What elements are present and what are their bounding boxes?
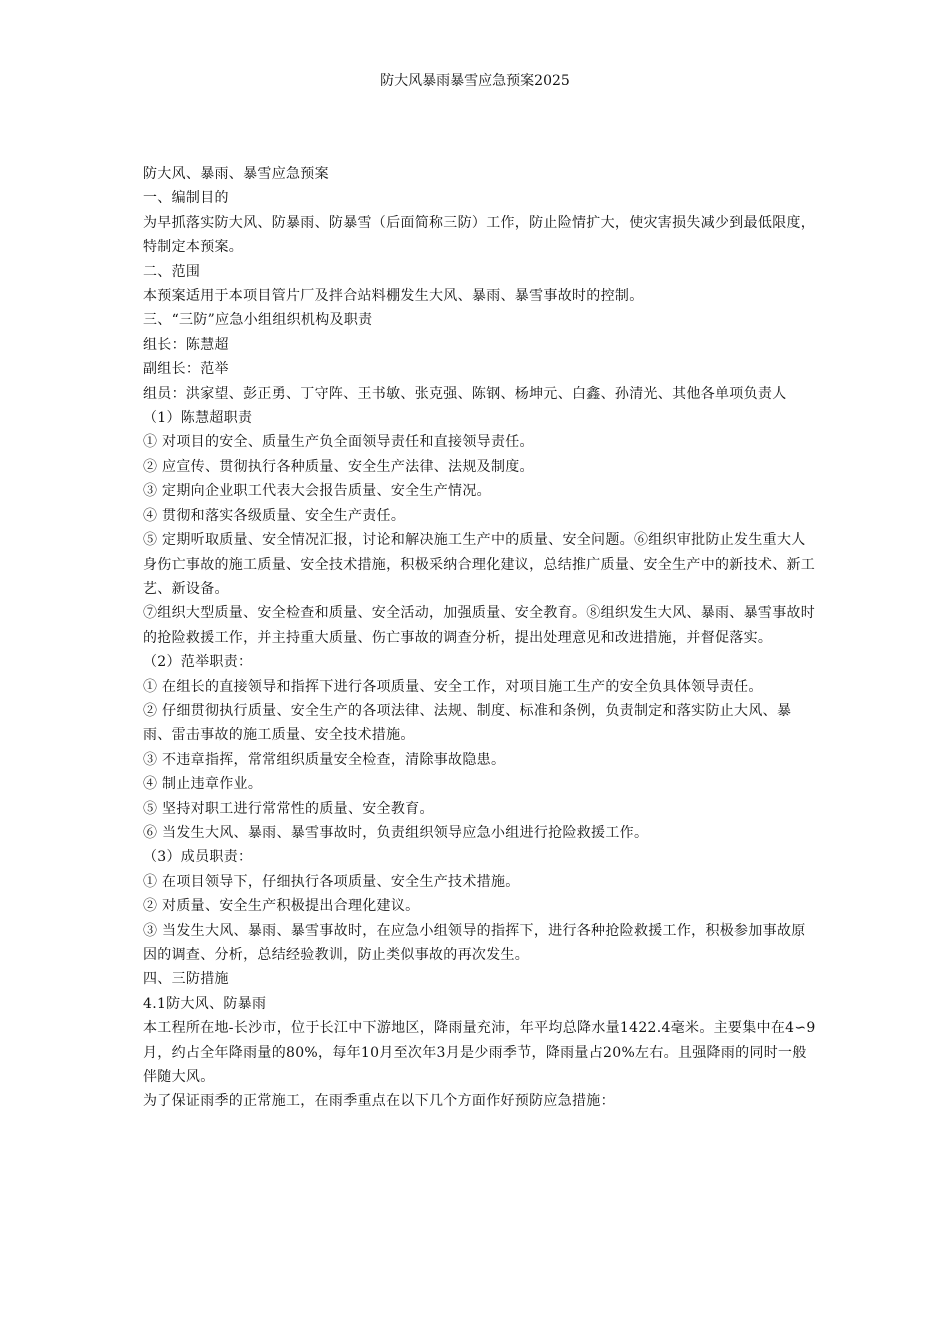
section-heading-organization: 三、“三防”应急小组组织机构及职责 <box>143 312 373 329</box>
list-item: ② 对质量、安全生产积极提出合理化建议。 <box>143 898 420 915</box>
section-heading-purpose: 一、编制目的 <box>143 190 229 207</box>
list-item: ② 应宣传、贯彻执行各种质量、安全生产法律、法规及制度。 <box>143 458 534 475</box>
team-leader: 组长：陈慧超 <box>143 336 229 353</box>
document-body <box>143 162 818 1114</box>
subheading-leader-duties: （1）陈慧超职责 <box>143 410 253 427</box>
list-item: ⑦组织大型质量、安全检查和质量、安全活动，加强质量、安全教育。⑧组织发生大风、暴雨、暴雪事故时的抢险救援工作，并主持重大质量、伤亡事故的调查分析，提出处理意见和改进措施，并督促落实。 <box>143 605 816 646</box>
list-item: ⑥ 当发生大风、暴雨、暴雪事故时，负责组织领导应急小组进行抢险救援工作。 <box>143 824 649 841</box>
list-item: ③ 定期向企业职工代表大会报告质量、安全生产情况。 <box>143 483 491 500</box>
list-item: ① 对项目的安全、质量生产负全面领导责任和直接领导责任。 <box>143 434 534 451</box>
list-item: ③ 当发生大风、暴雨、暴雪事故时，在应急小组领导的指挥下，进行各种抢险救援工作，积极参加事故原因的调查、分析，总结经验教训，防止类似事故的再次发生。 <box>143 922 806 963</box>
document-title: 防大风暴雨暴雪应急预案2025 <box>380 73 570 89</box>
list-item: ④ 制止违章作业。 <box>143 776 263 793</box>
list-item: ① 在项目领导下，仔细执行各项质量、安全生产技术措施。 <box>143 873 520 890</box>
section-heading-scope: 二、范围 <box>143 263 201 280</box>
list-item: ⑤ 定期听取质量、安全情况汇报，讨论和解决施工生产中的质量、安全问题。⑥组织审批防止发生重大人身伤亡事故的施工质量、安全技术措施，积极采纳合理化建议，总结推广质量、安全生产中的新技术、新工艺、新设备。 <box>143 532 816 597</box>
section-heading-measures: 四、三防措施 <box>143 971 229 988</box>
paragraph-climate: 本工程所在地-长沙市，位于长江中下游地区，降雨量充沛，年平均总降水量1422.4毫米。主要集中在4∽9月，约占全年降雨量的80%，每年10月至次年3月是少雨季节，降雨量占20%左右。且强降雨的同时一般伴随大风。 <box>143 1020 816 1086</box>
list-item: ③ 不违章指挥，常常组织质量安全检查，清除事故隐患。 <box>143 751 506 768</box>
paragraph-scope: 本预案适用于本项目管片厂及拌合站料棚发生大风、暴雨、暴雪事故时的控制。 <box>143 288 644 305</box>
paragraph-purpose: 为早抓落实防大风、防暴雨、防暴雪（后面简称三防）工作，防止险情扩大，使灾害损失减少到最低限度，特制定本预案。 <box>143 214 816 256</box>
paragraph-rainy-season: 为了保证雨季的正常施工，在雨季重点在以下几个方面作好预防应急措施： <box>143 1093 615 1110</box>
team-members: 组员：洪家望、彭正勇、丁守阵、王书敏、张克强、陈钢、杨坤元、白鑫、孙清光、其他各单项负责人 <box>143 385 787 402</box>
list-item: ① 在组长的直接领导和指挥下进行各项质量、安全工作，对项目施工生产的安全负具体领导责任。 <box>143 678 763 695</box>
subsection-heading-wind-rain: 4.1防大风、防暴雨 <box>143 995 267 1012</box>
subheading-deputy-duties: （2）范举职责： <box>143 654 253 671</box>
list-item: ⑤ 坚持对职工进行常常性的质量、安全教育。 <box>143 800 434 817</box>
list-item: ④ 贯彻和落实各级质量、安全生产责任。 <box>143 507 406 524</box>
team-deputy-leader: 副组长：范举 <box>143 361 229 378</box>
plan-heading: 防大风、暴雨、暴雪应急预案 <box>143 166 329 182</box>
subheading-member-duties: （3）成员职责： <box>143 849 253 866</box>
list-item: ② 仔细贯彻执行质量、安全生产的各项法律、法规、制度、标准和条例，负责制定和落实防止大风、暴雨、雷击事故的施工质量、安全技术措施。 <box>143 702 792 744</box>
